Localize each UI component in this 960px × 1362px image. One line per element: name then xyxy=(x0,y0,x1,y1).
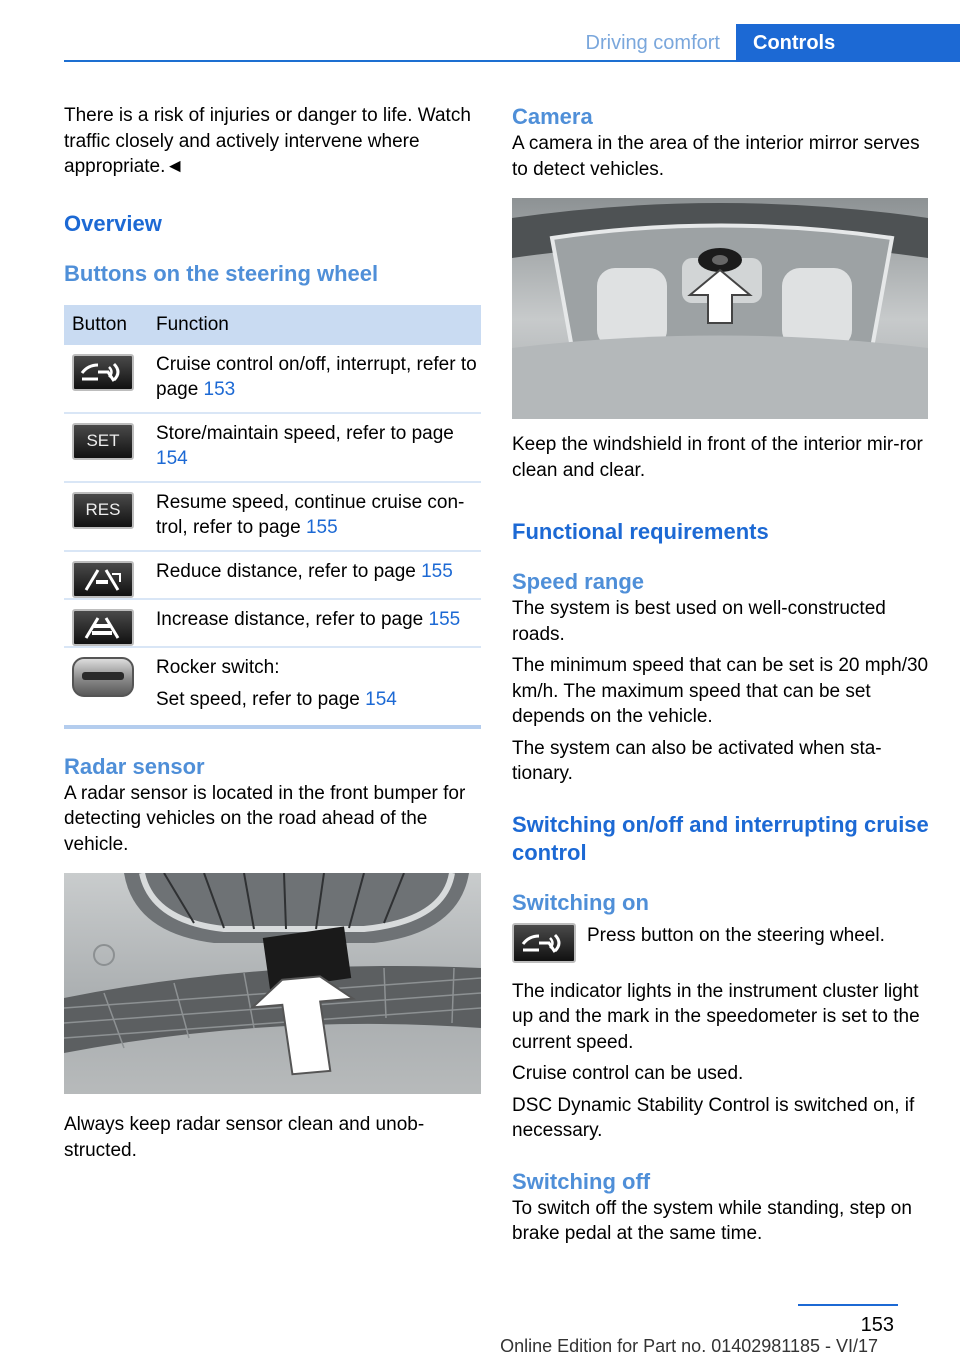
camera-image xyxy=(512,198,928,419)
switching-off-heading: Switching off xyxy=(512,1168,651,1194)
overview-heading: Overview xyxy=(64,210,162,236)
speed-text-2: The minimum speed that can be set is 20 mph/30 km/h. The maximum speed that can be set depends on the vehicle. xyxy=(512,655,929,727)
cruise-control-icon xyxy=(72,354,134,391)
row-text: Store/maintain speed, refer to page xyxy=(156,422,454,444)
increase-distance-icon xyxy=(72,609,134,646)
radar-caption: Always keep radar sensor clean and unob‐structed. xyxy=(64,1114,425,1161)
camera-text: A camera in the area of the interior mirror serves to detect vehicles. xyxy=(512,133,920,180)
functional-requirements-heading: Functional requirements xyxy=(512,519,769,544)
table-row xyxy=(64,647,481,727)
switching-heading: Switching on/off and interrupting cruise control xyxy=(512,811,929,865)
row-text: Resume speed, continue cruise con‐trol, refer to page xyxy=(156,491,465,538)
page-footer xyxy=(478,1304,898,1362)
switch-on-text: Press button on the steering wheel. xyxy=(587,924,885,946)
table-row xyxy=(64,482,481,551)
page-header xyxy=(64,24,960,62)
table-header-row xyxy=(64,305,481,345)
page-link[interactable]: 155 xyxy=(421,560,453,582)
cruise-control-icon xyxy=(512,923,576,963)
table-row xyxy=(64,345,481,413)
switch-on-row xyxy=(512,923,930,963)
left-column xyxy=(64,103,481,1163)
switch-on-text-1: The indicator lights in the instrument cluster light up and the mark in the speedometer is set to the current speed. xyxy=(512,980,920,1053)
buttons-table xyxy=(64,305,481,729)
row-text: Increase distance, refer to page xyxy=(156,608,429,630)
row-text: Reduce distance, refer to page xyxy=(156,560,422,582)
table-row xyxy=(64,551,481,599)
switch-on-text-3: DSC Dynamic Stability Control is switched on, if necessary. xyxy=(512,1094,915,1141)
right-column xyxy=(512,103,930,1247)
set-button-icon: SET xyxy=(72,423,134,460)
res-button-icon: RES xyxy=(72,492,134,529)
radar-text: A radar sensor is located in the front bumper for detecting vehicles on the road ahead of the vehicle. xyxy=(64,782,466,855)
page-link[interactable]: 153 xyxy=(203,379,236,400)
buttons-heading: Buttons on the steering wheel xyxy=(64,260,379,286)
page-link[interactable]: 155 xyxy=(305,517,338,538)
radar-sensor-image xyxy=(64,873,481,1094)
speed-range-heading: Speed range xyxy=(512,569,645,594)
page-number: 153 xyxy=(860,1314,894,1336)
footer-rule xyxy=(798,1304,898,1306)
camera-caption: Keep the windshield in front of the interior mir‐ror clean and clear. xyxy=(512,434,923,481)
reduce-distance-icon xyxy=(72,561,134,598)
page-link[interactable]: 155 xyxy=(428,608,461,630)
chapter-tab[interactable]: Controls xyxy=(736,24,960,62)
rocker-switch-icon xyxy=(72,657,134,697)
radar-heading: Radar sensor xyxy=(64,753,205,779)
table-row xyxy=(64,413,481,482)
section-title: Driving comfort xyxy=(585,32,720,54)
warning-text: There is a risk of injuries or danger to life. Watch traffic closely and actively intervene where appropriate.◄ xyxy=(64,105,471,177)
row-text: Rocker switch: xyxy=(156,656,280,678)
header-button: Button xyxy=(64,305,148,345)
row-text-2: Set speed, refer to page xyxy=(156,689,366,710)
table-row xyxy=(64,599,481,647)
page-link[interactable]: 154 xyxy=(365,689,397,710)
switch-on-text-2: Cruise control can be used. xyxy=(512,1063,744,1084)
speed-text-1: The system is best used on well-constructed roads. xyxy=(512,598,886,645)
switch-off-text: To switch off the system while standing, step on brake pedal at the same time. xyxy=(512,1197,912,1244)
row-text: Cruise control on/off, interrupt, refer to page xyxy=(156,353,477,400)
switching-on-heading: Switching on xyxy=(512,889,649,915)
speed-text-3: The system can also be activated when sta‐tionary. xyxy=(512,737,882,784)
header-function: Function xyxy=(148,305,481,345)
page-link[interactable]: 154 xyxy=(156,448,188,469)
camera-heading: Camera xyxy=(512,104,593,129)
edition-label: Online Edition for Part no. 01402981185 - VI/17 xyxy=(500,1336,878,1356)
